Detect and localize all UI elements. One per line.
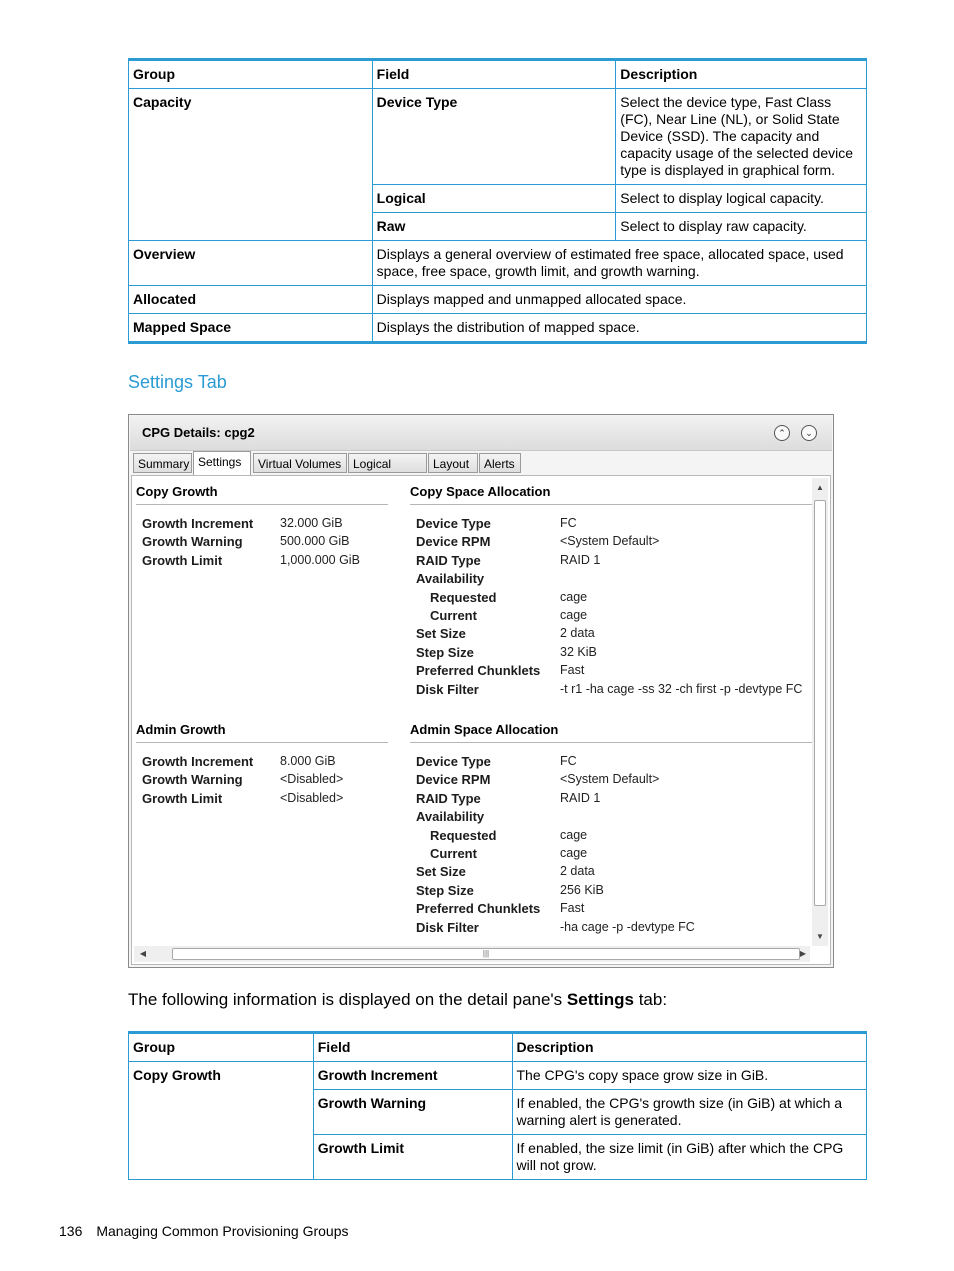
scroll-thumb[interactable] [814,500,826,906]
tab-summary[interactable]: Summary [133,453,192,473]
setting-label: Device Type [416,754,491,769]
divider [410,742,812,743]
page-footer [59,1223,348,1239]
table-header-row [129,60,867,89]
paragraph-emphasis: Settings [566,990,634,1009]
chapter-title: Managing Common Provisioning Groups [96,1223,349,1239]
horizontal-scrollbar[interactable] [134,946,810,962]
header-field: Field [372,60,616,89]
group-cell: Capacity [129,89,373,241]
setting-label: Disk Filter [416,919,479,935]
description-cell: Select to display raw capacity. [616,213,867,241]
paragraph-text: tab: [633,990,668,1009]
setting-value: 2 data [560,864,595,879]
setting-label: RAID Type [416,790,481,806]
cpg-details-screenshot [128,414,834,968]
description-cell: Displays the distribution of mapped space. [372,314,866,343]
field-cell: Growth Limit [313,1135,512,1180]
description-cell: The CPG's copy space grow size in GiB. [512,1062,867,1090]
table-row [129,89,867,185]
header-description: Description [512,1033,867,1062]
field-cell: Growth Increment [313,1062,512,1090]
setting-label: RAID Type [416,552,481,568]
tab-alerts[interactable]: Alerts [479,453,521,473]
setting-label: Disk Filter [416,681,479,697]
description-cell: If enabled, the CPG's growth size (in GiB) at which a warning alert is generated. [512,1090,867,1135]
setting-label: Device RPM [416,772,491,788]
field-cell: Raw [372,213,616,241]
setting-value: 1,000.000 GiB [280,552,360,567]
intro-paragraph [128,990,667,1010]
tab-virtual-volumes[interactable]: Virtual Volumes [253,453,347,473]
setting-value: RAID 1 [560,552,601,567]
setting-value: Fast [560,901,585,916]
table-row [129,314,867,343]
setting-label: Requested [430,827,497,843]
divider [136,742,388,743]
setting-value: 8.000 GiB [280,754,336,768]
tab-settings[interactable]: Settings [193,451,251,475]
setting-label: Preferred Chunklets [416,901,541,917]
setting-label: Availability [416,571,485,587]
field-cell: Device Type [372,89,616,185]
page-number: 136 [59,1223,83,1239]
field-cell: Growth Warning [313,1090,512,1135]
panel-title-bar [130,416,832,451]
collapse-up-icon[interactable]: ⌃ [774,425,790,441]
description-cell: Select the device type, Fast Class (FC), Near Line (NL), or Solid State Device (SSD). The capacity and capacity usage of the selected device type is displayed in graphical form. [616,89,867,185]
group-cell: Mapped Space [129,314,373,343]
section-heading: Settings Tab [128,372,227,392]
scroll-right-icon[interactable]: ▶ [799,949,807,958]
setting-value: -ha cage -p -devtype FC [560,919,695,934]
setting-value: 32 KiB [560,644,597,659]
setting-label: Growth Limit [142,790,223,806]
header-group: Group [129,1033,314,1062]
panel-title: CPG Details: cpg2 [142,425,255,440]
header-group: Group [129,60,373,89]
setting-value: Fast [560,663,585,678]
description-cell: Select to display logical capacity. [616,185,867,213]
setting-value: <System Default> [560,772,660,787]
group-cell: Copy Growth [129,1062,314,1180]
setting-label: Preferred Chunklets [416,663,541,679]
setting-value: cage [560,589,588,604]
settings-table [128,1031,867,1180]
copy-growth-heading: Copy Growth [136,484,218,499]
setting-value: 256 KiB [560,882,604,897]
divider [136,504,388,505]
setting-label: Step Size [416,644,474,660]
paragraph-text: The following information is displayed on the detail pane's [128,990,567,1009]
admin-growth-heading: Admin Growth [136,722,226,737]
setting-label: Current [430,608,477,623]
setting-label: Current [430,846,477,861]
setting-label: Requested [430,589,497,605]
setting-label: Step Size [416,882,474,898]
admin-space-allocation-heading: Admin Space Allocation [410,722,559,737]
copy-space-allocation-heading: Copy Space Allocation [410,484,551,499]
setting-label: Growth Limit [142,552,223,568]
setting-value: RAID 1 [560,790,601,805]
setting-label: Device RPM [416,534,491,550]
table-row [129,1062,867,1090]
capacity-table [128,58,867,344]
setting-label: Device Type [416,516,491,531]
scroll-left-icon[interactable]: ◀ [139,949,147,958]
setting-label: Growth Warning [142,772,243,788]
table-row [129,286,867,314]
divider [410,504,812,505]
setting-value: FC [560,516,577,530]
setting-value: cage [560,608,588,622]
setting-value: -t r1 -ha cage -ss 32 -ch first -p -devtype FC [560,681,803,696]
scroll-thumb[interactable]: ||| [172,948,800,960]
setting-label: Availability [416,809,485,825]
header-description: Description [616,60,867,89]
tab-layout[interactable]: Layout [428,453,478,473]
setting-label: Set Size [416,626,466,642]
setting-value: cage [560,827,588,842]
description-cell: If enabled, the size limit (in GiB) after which the CPG will not grow. [512,1135,867,1180]
expand-down-icon[interactable]: ⌄ [801,425,817,441]
description-cell: Displays mapped and unmapped allocated space. [372,286,866,314]
setting-value: 500.000 GiB [280,534,350,549]
header-field: Field [313,1033,512,1062]
group-cell: Allocated [129,286,373,314]
setting-value: 32.000 GiB [280,516,343,530]
setting-value: FC [560,754,577,768]
group-cell: Overview [129,241,373,286]
setting-value: 2 data [560,626,595,641]
scroll-down-icon[interactable]: ▼ [816,932,824,941]
settings-pane [131,475,831,965]
setting-label: Growth Increment [142,516,254,531]
setting-label: Set Size [416,864,466,880]
field-cell: Logical [372,185,616,213]
table-row [129,241,867,286]
description-cell: Displays a general overview of estimated free space, allocated space, used space, free space, growth limit, and growth warning. [372,241,866,286]
setting-value: <System Default> [560,534,660,549]
setting-label: Growth Warning [142,534,243,550]
setting-label: Growth Increment [142,754,254,769]
table-header-row [129,1033,867,1062]
setting-value: cage [560,846,588,860]
vertical-scrollbar[interactable] [812,478,828,946]
setting-value: <Disabled> [280,790,344,805]
scroll-up-icon[interactable]: ▲ [816,483,824,492]
setting-value: <Disabled> [280,772,344,787]
tab-logical-disks[interactable]: Logical [348,453,427,473]
